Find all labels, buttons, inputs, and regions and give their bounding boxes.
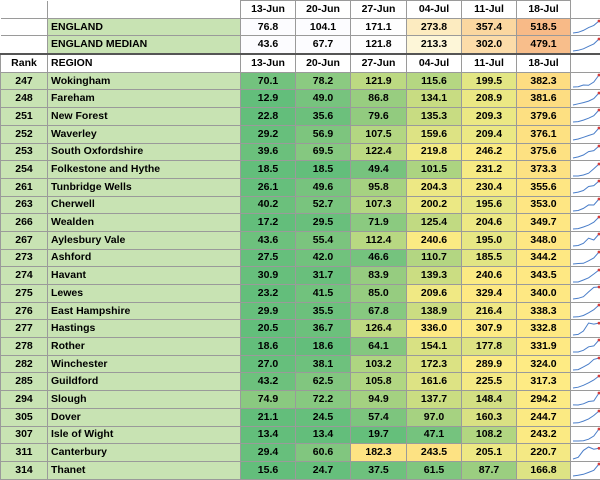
rate-value: 35.5	[296, 302, 351, 320]
blank-cell	[1, 18, 48, 36]
rate-value: 289.9	[462, 355, 517, 373]
summary-value: 67.7	[296, 36, 351, 54]
sparkline	[571, 303, 600, 319]
rate-value: 204.3	[407, 178, 462, 196]
rate-value: 46.6	[351, 249, 407, 267]
rate-value: 134.1	[407, 90, 462, 108]
table-row	[1, 338, 600, 356]
sparkline-cell	[571, 285, 600, 303]
sparkline-cell	[571, 178, 600, 196]
table-row	[1, 125, 600, 143]
rate-value: 40.2	[241, 196, 296, 214]
table-row	[1, 355, 600, 373]
summary-value: 302.0	[462, 36, 517, 54]
rank-cell: 294	[1, 391, 48, 409]
table-row	[1, 108, 600, 126]
table-row	[1, 320, 600, 338]
summary-value: 518.5	[517, 18, 571, 36]
summary-value: 357.4	[462, 18, 517, 36]
table-row	[1, 231, 600, 249]
rank-cell: 277	[1, 320, 48, 338]
region-name: Ashford	[48, 249, 241, 267]
rate-value: 29.9	[241, 302, 296, 320]
table-row	[1, 267, 600, 285]
rate-value: 177.8	[462, 338, 517, 356]
sparkline	[571, 162, 600, 178]
rate-value: 56.9	[296, 125, 351, 143]
date-header: 04-Jul	[407, 1, 462, 19]
sparkline-cell	[571, 18, 600, 36]
rate-value: 185.5	[462, 249, 517, 267]
rate-value: 61.5	[407, 461, 462, 479]
rate-value: 60.6	[296, 444, 351, 462]
rate-value: 18.6	[241, 338, 296, 356]
rate-value: 161.6	[407, 373, 462, 391]
sparkline	[571, 391, 600, 407]
table-row	[1, 285, 600, 303]
rate-value: 126.4	[351, 320, 407, 338]
rate-value: 24.7	[296, 461, 351, 479]
sparkline	[571, 73, 600, 89]
sparkline	[571, 374, 600, 390]
rate-value: 57.4	[351, 408, 407, 426]
date-header: 27-Jun	[351, 1, 407, 19]
region-name: Wokingham	[48, 72, 241, 90]
rate-value: 13.4	[296, 426, 351, 444]
rate-value: 154.1	[407, 338, 462, 356]
blank-corner	[571, 1, 600, 19]
sparkline-cell	[571, 391, 600, 409]
rate-value: 105.8	[351, 373, 407, 391]
region-name: Aylesbury Vale	[48, 231, 241, 249]
sparkline-cell	[571, 36, 600, 54]
rank-cell: 252	[1, 125, 48, 143]
sparkline	[571, 91, 600, 107]
column-header-row	[1, 54, 600, 72]
region-name: Cherwell	[48, 196, 241, 214]
rate-value: 18.5	[241, 161, 296, 179]
rate-value: 70.1	[241, 72, 296, 90]
date-header: 13-Jun	[241, 54, 296, 72]
table-row	[1, 90, 600, 108]
rate-value: 208.9	[462, 90, 517, 108]
sparkline	[571, 232, 600, 248]
sparkline	[571, 409, 600, 425]
rate-value: 246.2	[462, 143, 517, 161]
table-row	[1, 72, 600, 90]
top-header-row	[1, 1, 600, 19]
sparkline-cell	[571, 90, 600, 108]
date-header: 18-Jul	[517, 1, 571, 19]
rate-value: 195.0	[462, 231, 517, 249]
rate-value: 62.5	[296, 373, 351, 391]
sparkline	[571, 108, 600, 124]
rank-cell: 311	[1, 444, 48, 462]
summary-name: ENGLAND	[48, 18, 241, 36]
rate-value: 135.3	[407, 108, 462, 126]
rate-value: 199.5	[462, 72, 517, 90]
summary-value: 76.8	[241, 18, 296, 36]
rate-value: 41.5	[296, 285, 351, 303]
region-name: Isle of Wight	[48, 426, 241, 444]
sparkline-cell	[571, 231, 600, 249]
rate-value: 13.4	[241, 426, 296, 444]
rank-cell: 247	[1, 72, 48, 90]
region-name: Havant	[48, 267, 241, 285]
rate-value: 27.5	[241, 249, 296, 267]
region-name: Slough	[48, 391, 241, 409]
date-header: 11-Jul	[462, 1, 517, 19]
date-header: 04-Jul	[407, 54, 462, 72]
rate-value: 200.2	[407, 196, 462, 214]
rate-value: 243.2	[517, 426, 571, 444]
summary-row	[1, 18, 600, 36]
rate-value: 31.7	[296, 267, 351, 285]
rate-value: 21.1	[241, 408, 296, 426]
sparkline-cell	[571, 373, 600, 391]
rate-value: 348.0	[517, 231, 571, 249]
rate-value: 331.9	[517, 338, 571, 356]
rate-value: 324.0	[517, 355, 571, 373]
table-row	[1, 461, 600, 479]
rank-cell: 314	[1, 461, 48, 479]
rate-value: 376.1	[517, 125, 571, 143]
rate-value: 35.6	[296, 108, 351, 126]
rate-value: 125.4	[407, 214, 462, 232]
rate-value: 294.2	[517, 391, 571, 409]
region-name: Hastings	[48, 320, 241, 338]
rate-value: 375.6	[517, 143, 571, 161]
rate-value: 220.7	[517, 444, 571, 462]
rate-value: 27.0	[241, 355, 296, 373]
rate-value: 43.2	[241, 373, 296, 391]
blank-corner	[48, 1, 241, 19]
rate-value: 121.9	[351, 72, 407, 90]
rate-value: 137.7	[407, 391, 462, 409]
sparkline-cell	[571, 320, 600, 338]
rate-value: 47.1	[407, 426, 462, 444]
sparkline-cell	[571, 444, 600, 462]
date-header: 13-Jun	[241, 1, 296, 19]
summary-value: 213.3	[407, 36, 462, 54]
sparkline	[571, 338, 600, 354]
blank-cell	[1, 36, 48, 54]
rate-value: 52.7	[296, 196, 351, 214]
rank-cell: 307	[1, 426, 48, 444]
rate-value: 83.9	[351, 267, 407, 285]
sparkline	[571, 427, 600, 443]
rate-value: 355.6	[517, 178, 571, 196]
rate-value: 112.4	[351, 231, 407, 249]
rate-value: 79.6	[351, 108, 407, 126]
sparkline	[571, 37, 600, 53]
sparkline	[571, 445, 600, 461]
rate-value: 42.0	[296, 249, 351, 267]
rate-value: 340.0	[517, 285, 571, 303]
date-header: 27-Jun	[351, 54, 407, 72]
rate-value: 64.1	[351, 338, 407, 356]
rate-value: 49.4	[351, 161, 407, 179]
region-name: Folkestone and Hythe	[48, 161, 241, 179]
table-row	[1, 196, 600, 214]
spark-header	[571, 54, 600, 72]
rate-value: 20.5	[241, 320, 296, 338]
summary-row	[1, 36, 600, 54]
rank-cell: 273	[1, 249, 48, 267]
region-name: Fareham	[48, 90, 241, 108]
region-name: East Hampshire	[48, 302, 241, 320]
region-name: Wealden	[48, 214, 241, 232]
date-header: 11-Jul	[462, 54, 517, 72]
region-name: Canterbury	[48, 444, 241, 462]
rank-cell: 274	[1, 267, 48, 285]
date-header: 20-Jun	[296, 54, 351, 72]
rate-value: 18.5	[296, 161, 351, 179]
rate-value: 78.2	[296, 72, 351, 90]
rate-value: 29.2	[241, 125, 296, 143]
rate-value: 29.5	[296, 214, 351, 232]
rank-cell: 267	[1, 231, 48, 249]
rate-value: 107.3	[351, 196, 407, 214]
sparkline	[571, 179, 600, 195]
rate-value: 160.3	[462, 408, 517, 426]
rate-value: 336.0	[407, 320, 462, 338]
rate-value: 343.5	[517, 267, 571, 285]
rate-value: 23.2	[241, 285, 296, 303]
date-header: 18-Jul	[517, 54, 571, 72]
rank-cell: 254	[1, 161, 48, 179]
rate-value: 382.3	[517, 72, 571, 90]
rate-value: 182.3	[351, 444, 407, 462]
rate-value: 55.4	[296, 231, 351, 249]
rate-value: 87.7	[462, 461, 517, 479]
summary-value: 273.8	[407, 18, 462, 36]
rate-value: 67.8	[351, 302, 407, 320]
rate-value: 139.3	[407, 267, 462, 285]
rank-cell: 275	[1, 285, 48, 303]
rate-value: 204.6	[462, 214, 517, 232]
rate-value: 317.3	[517, 373, 571, 391]
region-name: New Forest	[48, 108, 241, 126]
rate-value: 94.9	[351, 391, 407, 409]
rank-cell: 285	[1, 373, 48, 391]
rank-cell: 261	[1, 178, 48, 196]
region-header: REGION	[48, 54, 241, 72]
sparkline	[571, 462, 600, 478]
rate-value: 24.5	[296, 408, 351, 426]
rate-value: 103.2	[351, 355, 407, 373]
table-row	[1, 143, 600, 161]
rate-value: 122.4	[351, 143, 407, 161]
rate-value: 379.6	[517, 108, 571, 126]
sparkline-cell	[571, 143, 600, 161]
sparkline-cell	[571, 72, 600, 90]
date-header: 20-Jun	[296, 1, 351, 19]
rate-value: 240.6	[407, 231, 462, 249]
region-name: Waverley	[48, 125, 241, 143]
rank-cell: 253	[1, 143, 48, 161]
sparkline	[571, 356, 600, 372]
summary-value: 121.8	[351, 36, 407, 54]
rate-value: 69.5	[296, 143, 351, 161]
sparkline-cell	[571, 302, 600, 320]
sparkline-cell	[571, 355, 600, 373]
sparkline-cell	[571, 125, 600, 143]
rate-value: 26.1	[241, 178, 296, 196]
rate-value: 19.7	[351, 426, 407, 444]
rate-value: 38.1	[296, 355, 351, 373]
rate-value: 71.9	[351, 214, 407, 232]
summary-value: 171.1	[351, 18, 407, 36]
rate-value: 110.7	[407, 249, 462, 267]
rate-value: 230.4	[462, 178, 517, 196]
rank-cell: 282	[1, 355, 48, 373]
table-row	[1, 302, 600, 320]
region-name: Tunbridge Wells	[48, 178, 241, 196]
rate-value: 244.7	[517, 408, 571, 426]
rate-value: 108.2	[462, 426, 517, 444]
summary-value: 43.6	[241, 36, 296, 54]
rate-value: 39.6	[241, 143, 296, 161]
table-body	[1, 1, 600, 480]
rate-value: 49.0	[296, 90, 351, 108]
table-row	[1, 426, 600, 444]
sparkline-cell	[571, 338, 600, 356]
rate-value: 344.2	[517, 249, 571, 267]
table-row	[1, 444, 600, 462]
rate-value: 148.4	[462, 391, 517, 409]
rate-value: 115.6	[407, 72, 462, 90]
rate-value: 36.7	[296, 320, 351, 338]
rate-value: 209.4	[462, 125, 517, 143]
region-name: South Oxfordshire	[48, 143, 241, 161]
region-name: Thanet	[48, 461, 241, 479]
sparkline-cell	[571, 214, 600, 232]
sparkline-cell	[571, 161, 600, 179]
rate-value: 29.4	[241, 444, 296, 462]
sparkline	[571, 268, 600, 284]
summary-name: ENGLAND MEDIAN	[48, 36, 241, 54]
rate-value: 209.6	[407, 285, 462, 303]
rate-value: 329.4	[462, 285, 517, 303]
sparkline	[571, 285, 600, 301]
rate-value: 307.9	[462, 320, 517, 338]
rate-value: 37.5	[351, 461, 407, 479]
blank-corner	[1, 1, 48, 19]
rate-value: 95.8	[351, 178, 407, 196]
rate-value: 97.0	[407, 408, 462, 426]
rate-value: 195.6	[462, 196, 517, 214]
rate-value: 159.6	[407, 125, 462, 143]
rate-value: 43.6	[241, 231, 296, 249]
region-name: Rother	[48, 338, 241, 356]
sparkline-cell	[571, 249, 600, 267]
region-name: Lewes	[48, 285, 241, 303]
rate-value: 18.6	[296, 338, 351, 356]
rank-header: Rank	[1, 54, 48, 72]
sparkline	[571, 197, 600, 213]
sparkline	[571, 144, 600, 160]
rate-value: 381.6	[517, 90, 571, 108]
rate-value: 373.3	[517, 161, 571, 179]
rank-cell: 248	[1, 90, 48, 108]
rate-value: 353.0	[517, 196, 571, 214]
sparkline-cell	[571, 461, 600, 479]
rate-value: 243.5	[407, 444, 462, 462]
sparkline-cell	[571, 196, 600, 214]
sparkline	[571, 321, 600, 337]
rate-value: 15.6	[241, 461, 296, 479]
rate-value: 85.0	[351, 285, 407, 303]
sparkline-cell	[571, 267, 600, 285]
rate-value: 101.5	[407, 161, 462, 179]
rank-cell: 251	[1, 108, 48, 126]
sparkline-cell	[571, 408, 600, 426]
sparkline-cell	[571, 426, 600, 444]
rate-value: 231.2	[462, 161, 517, 179]
rate-value: 86.8	[351, 90, 407, 108]
sparkline	[571, 19, 600, 35]
rate-value: 225.5	[462, 373, 517, 391]
rank-cell: 263	[1, 196, 48, 214]
rate-value: 166.8	[517, 461, 571, 479]
table-row	[1, 391, 600, 409]
sparkline-cell	[571, 108, 600, 126]
rate-value: 172.3	[407, 355, 462, 373]
rate-value: 30.9	[241, 267, 296, 285]
table-row	[1, 214, 600, 232]
summary-value: 104.1	[296, 18, 351, 36]
rate-value: 138.9	[407, 302, 462, 320]
rank-cell: 305	[1, 408, 48, 426]
rate-value: 205.1	[462, 444, 517, 462]
sparkline	[571, 215, 600, 231]
summary-value: 479.1	[517, 36, 571, 54]
rate-value: 17.2	[241, 214, 296, 232]
region-name: Winchester	[48, 355, 241, 373]
rate-value: 74.9	[241, 391, 296, 409]
region-name: Guildford	[48, 373, 241, 391]
rank-cell: 276	[1, 302, 48, 320]
table-row	[1, 408, 600, 426]
rate-value: 338.3	[517, 302, 571, 320]
rate-value: 332.8	[517, 320, 571, 338]
rate-value: 219.8	[407, 143, 462, 161]
rate-value: 72.2	[296, 391, 351, 409]
rate-value: 107.5	[351, 125, 407, 143]
rate-value: 216.4	[462, 302, 517, 320]
rate-value: 209.3	[462, 108, 517, 126]
table-row	[1, 249, 600, 267]
rate-value: 349.7	[517, 214, 571, 232]
rank-cell: 266	[1, 214, 48, 232]
rate-value: 12.9	[241, 90, 296, 108]
sparkline	[571, 250, 600, 266]
sparkline	[571, 126, 600, 142]
table-row	[1, 373, 600, 391]
rate-value: 240.6	[462, 267, 517, 285]
table-row	[1, 178, 600, 196]
table-row	[1, 161, 600, 179]
rank-cell: 278	[1, 338, 48, 356]
rate-value: 49.6	[296, 178, 351, 196]
region-name: Dover	[48, 408, 241, 426]
rate-value: 22.8	[241, 108, 296, 126]
